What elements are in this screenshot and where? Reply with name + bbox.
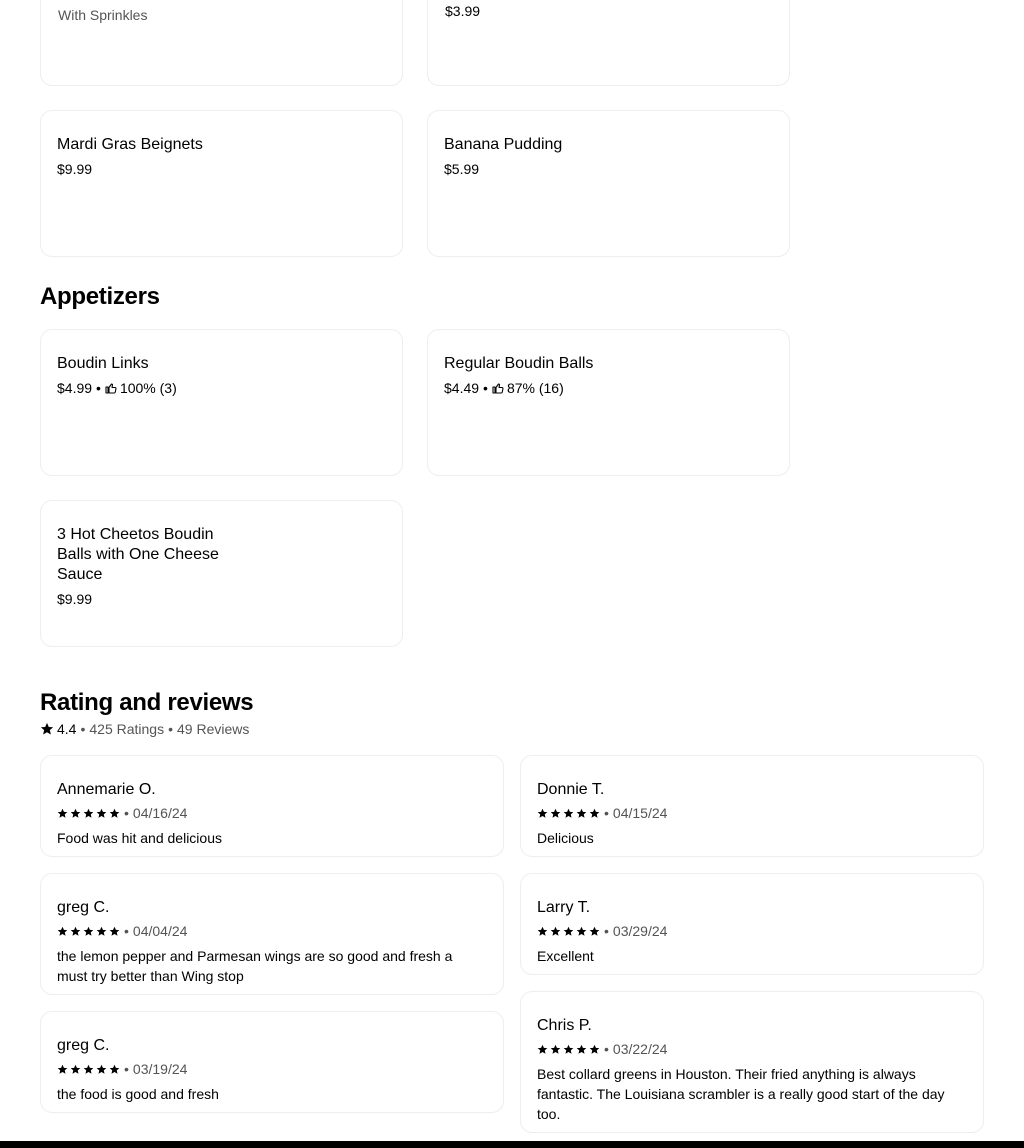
item-price [57, 160, 386, 178]
star-icon [537, 1044, 548, 1055]
review-meta [57, 1060, 487, 1078]
item-subtitle: With Sprinkles [58, 7, 148, 23]
star-icon [70, 808, 81, 819]
star-icon [537, 808, 548, 819]
separator: • [80, 721, 86, 737]
section-title: Rating and reviews [40, 689, 254, 716]
star-rating [57, 1064, 120, 1075]
star-icon [70, 1064, 81, 1075]
item-name: 3 Hot Cheetos Boudin Balls with One Cheese Sauce [57, 526, 219, 583]
star-icon [537, 926, 548, 937]
item-name: Mardi Gras Beignets [57, 136, 203, 153]
item-rating: 87% (16) [506, 380, 564, 396]
rating-summary [40, 719, 249, 739]
review-text: the food is good and fresh [57, 1086, 219, 1102]
star-icon [83, 926, 94, 937]
review-text: Excellent [537, 948, 594, 964]
separator: • [168, 721, 173, 737]
separator: • [96, 380, 101, 396]
item-name: Regular Boudin Balls [444, 355, 594, 372]
star-icon [109, 926, 120, 937]
menu-item-card[interactable] [40, 329, 403, 476]
star-icon [83, 1064, 94, 1075]
star-icon [83, 808, 94, 819]
menu-item-card[interactable] [427, 329, 790, 476]
review-card[interactable] [40, 873, 504, 995]
menu-item-card[interactable] [40, 0, 403, 86]
review-meta [537, 804, 967, 822]
reviewer-name: Donnie T. [537, 781, 605, 798]
review-date: 04/16/24 [132, 805, 188, 821]
separator: • [483, 380, 488, 396]
price: $4.49 [444, 380, 480, 396]
separator: • [604, 923, 609, 939]
star-icon [57, 808, 68, 819]
price: $9.99 [57, 161, 93, 177]
star-icon [96, 926, 107, 937]
price: $9.99 [57, 591, 93, 607]
section-title: Appetizers [40, 283, 160, 310]
item-price [445, 2, 480, 20]
star-icon [576, 926, 587, 937]
thumbs-up-icon [105, 382, 117, 394]
star-icon [96, 808, 107, 819]
item-rating: 100% (3) [119, 380, 177, 396]
bottom-bar [0, 1141, 1024, 1148]
review-text: Best collard greens in Houston. Their fried anything is always fantastic. The Louisiana scrambler is a really good start of the day too. [537, 1066, 945, 1122]
price: $5.99 [444, 161, 480, 177]
separator: • [604, 1041, 609, 1057]
review-date: 03/19/24 [132, 1061, 188, 1077]
review-card[interactable] [520, 873, 984, 975]
star-icon [563, 808, 574, 819]
star-icon [57, 926, 68, 937]
star-rating [57, 926, 120, 937]
star-icon [550, 1044, 561, 1055]
star-icon [589, 1044, 600, 1055]
star-icon [96, 1064, 107, 1075]
star-rating [537, 926, 600, 937]
reviewer-name: greg C. [57, 1037, 110, 1054]
item-price [444, 160, 773, 178]
star-icon [57, 1064, 68, 1075]
review-card[interactable] [520, 755, 984, 857]
star-icon [563, 1044, 574, 1055]
reviewer-name: Chris P. [537, 1017, 592, 1034]
review-date: 04/04/24 [132, 923, 188, 939]
star-icon [576, 808, 587, 819]
menu-item-card[interactable] [40, 110, 403, 257]
reviewer-name: Annemarie O. [57, 781, 156, 798]
review-meta [537, 922, 967, 940]
reviews-count: 49 Reviews [177, 721, 250, 737]
review-card[interactable] [40, 1011, 504, 1113]
separator: • [124, 923, 129, 939]
star-icon [40, 722, 54, 736]
item-name: Banana Pudding [444, 136, 563, 153]
price: $4.99 [57, 380, 93, 396]
menu-item-card[interactable] [40, 500, 403, 647]
star-rating [537, 1044, 600, 1055]
star-icon [589, 808, 600, 819]
review-meta [57, 922, 487, 940]
review-card[interactable] [40, 755, 504, 857]
item-meta [444, 379, 773, 397]
item-name: Boudin Links [57, 355, 149, 372]
review-meta [57, 804, 487, 822]
review-card[interactable] [520, 991, 984, 1133]
review-date: 03/22/24 [612, 1041, 668, 1057]
separator: • [124, 805, 129, 821]
star-icon [70, 926, 81, 937]
star-rating [57, 808, 120, 819]
star-icon [550, 926, 561, 937]
review-text: Food was hit and delicious [57, 830, 222, 846]
review-date: 04/15/24 [612, 805, 668, 821]
star-icon [563, 926, 574, 937]
review-text: the lemon pepper and Parmesan wings are so good and fresh a must try better than Wing stop [57, 948, 453, 984]
star-icon [589, 926, 600, 937]
separator: • [124, 1061, 129, 1077]
reviewer-name: greg C. [57, 899, 110, 916]
reviewer-name: Larry T. [537, 899, 591, 916]
item-meta [57, 379, 386, 397]
review-date: 03/29/24 [612, 923, 668, 939]
review-text: Delicious [537, 830, 594, 846]
star-icon [576, 1044, 587, 1055]
price: $3.99 [445, 3, 481, 19]
separator: • [604, 805, 609, 821]
item-price [57, 590, 386, 608]
star-icon [109, 1064, 120, 1075]
menu-item-card[interactable] [427, 0, 790, 86]
ratings-count: 425 Ratings [89, 721, 165, 737]
thumbs-up-icon [492, 382, 504, 394]
star-icon [550, 808, 561, 819]
review-meta [537, 1040, 967, 1058]
star-rating [537, 808, 600, 819]
rating-score: 4.4 [57, 721, 77, 737]
menu-item-card[interactable] [427, 110, 790, 257]
star-icon [109, 808, 120, 819]
